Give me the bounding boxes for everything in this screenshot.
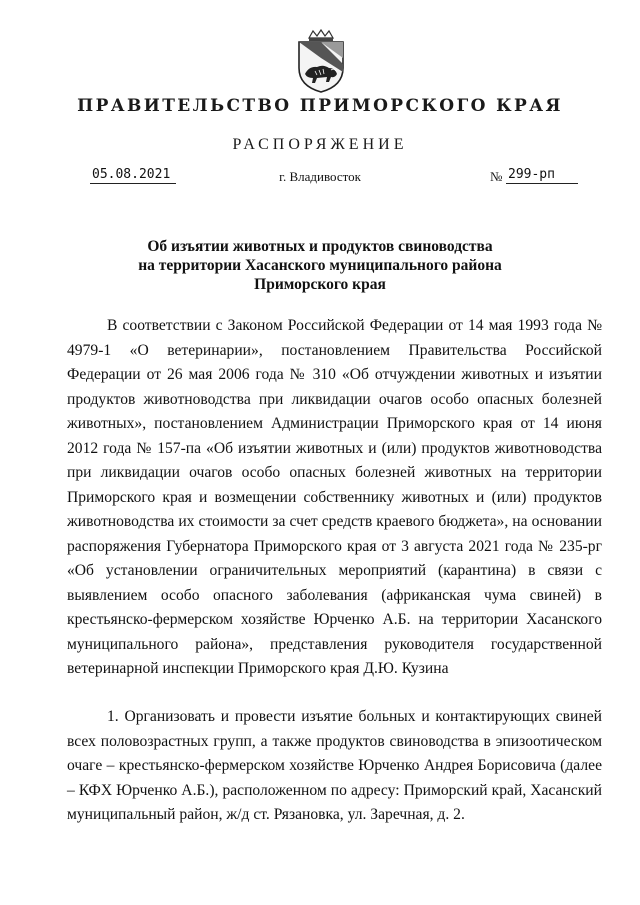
- heading-line-1: Об изъятии животных и продуктов свиноводства: [147, 238, 493, 255]
- heading-line-3: Приморского края: [254, 276, 386, 293]
- document-number: 299-рп: [506, 167, 578, 184]
- body-paragraph-preamble: В соответствии с Законом Российской Федерации от 14 мая 1993 года № 4979-1 «О ветеринарии», постановлением Правительства Российской Федерации от 26 мая 2006 года № 310 «Об отчуждении животных и изъятии продуктов животноводства при ликвидации очагов особо опасных болезней животных», постановлением Администрации Приморского края от 14 июня 2012 года № 157-па «Об изъятии животных и (или) продуктов животноводства при ликвидации очагов особо опасных болезней животных на территории Приморского края и возмещении собственнику животных и (или) продуктов животноводства их стоимости за счет средств краевого бюджета», на основании распоряжения Губернатора Приморского края от 3 августа 2021 года № 235-рг «Об установлении ограничительных мероприятий (карантина) в связи с выявлением особо опасного заболевания (африканская чума свиней) в крестьянско-фермерском хозяйстве Юрченко А.Б. на территории Хасанского муниципального района», представления руководителя государственной ветеринарной инспекции Приморского края Д.Ю. Кузина: [67, 317, 602, 677]
- body-paragraph-item-1: 1. Организовать и провести изъятие больных и контактирующих свиней всех половозрастных групп, а также продуктов свиноводства в эпизоотическом очаге – крестьянско-фермерском хозяйстве Юрченко Андрея Борисовича (далее – КФХ Юрченко А.Б.), расположенном по адресу: Приморский край, Хасанский муниципальный район, ж/д ст. Рязановка, ул. Заречная, д. 2.: [67, 708, 602, 823]
- document-number-label: №: [490, 169, 503, 184]
- coat-of-arms-emblem: [291, 28, 351, 94]
- document-type: РАСПОРЯЖЕНИЕ: [232, 136, 408, 153]
- document-heading: [0, 237, 640, 294]
- document-city: г. Владивосток: [279, 169, 361, 184]
- heading-line-2: на территории Хасанского муниципального района: [138, 257, 502, 274]
- government-title: ПРАВИТЕЛЬСТВО ПРИМОРСКОГО КРАЯ: [77, 96, 563, 116]
- document-date: 05.08.2021: [90, 167, 176, 184]
